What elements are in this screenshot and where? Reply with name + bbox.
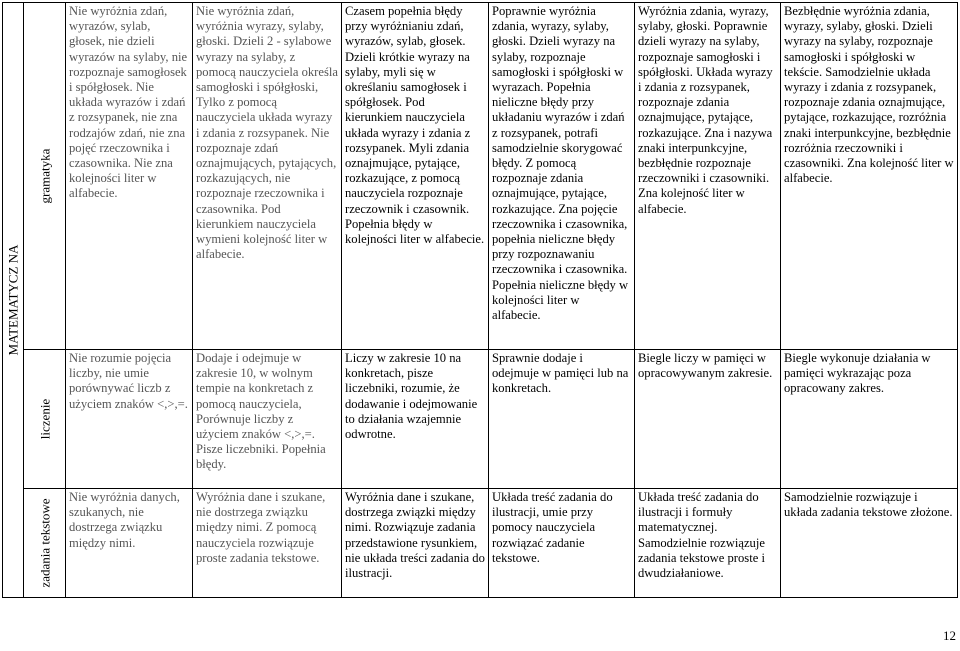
criteria-text: Wyróżnia dane i szukane, nie dostrzega związku między nimi. Z pomocą nauczyciela rozwiązuje proste zadania tekstowe. [196, 490, 326, 565]
criteria-text: Sprawnie dodaje i odejmuje w pamięci lub na konkretach. [492, 351, 629, 396]
criteria-cell [66, 489, 193, 598]
criteria-cell [635, 350, 781, 489]
table-row-gramatyka [3, 3, 958, 350]
criteria-text: Nie wyróżnia zdań, wyrazów, sylab, głosek, nie dzieli wyrazów na sylaby, nie rozpoznaje samogłosek i spółgłosek. Nie układa wyrazów i zdań z rozsypanek, nie zna rodzajów zdań, nie zna pojęć rzeczownika i czasownika. Nie zna kolejności liter w alfabecie. [69, 4, 188, 201]
criteria-cell [66, 350, 193, 489]
criteria-text: Układa treść zadania do ilustracji, umie przy pomocy nauczyciela rozwiązać zadanie tekstowe. [492, 490, 613, 565]
criteria-text: Biegle liczy w pamięci w opracowywanym zakresie. [638, 351, 773, 381]
page-number: 12 [943, 628, 956, 643]
table-row-liczenie [3, 350, 958, 489]
criteria-text: Czasem popełnia błędy przy wyróżnianiu zdań, wyrazów, sylab, głosek. Dzieli krótkie wyrazy na sylaby, myli się w określaniu samogłosek i spółgłosek. Pod kierunkiem nauczyciela układa wyrazy i zdania z rozsypanek. Myli zdania oznajmujące, pytające, rozkazujące, z pomocą nauczyciela rozpoznaje rzeczownik i czasownik. Popełnia błędy w kolejności liter w alfabecie. [345, 4, 485, 247]
criteria-text: Poprawnie wyróżnia zdania, wyrazy, sylaby, głoski. Dzieli wyrazy na sylaby, rozpoznaje samogłoski i spółgłoski w wyrazach. Popełnia nieliczne błędy przy układaniu wyrazów i zdań z rozsypanek, potrafi samodzielnie skorygować błędy. Z pomocą rozpoznaje zdania oznajmujące, pytające, rozkazujące. Zna pojęcie rzeczownika i czasownika, popełnia nieliczne błędy przy rozpoznawaniu rzeczownika i czasownika. Popełnia nieliczne błędy w kolejności liter w alfabecie. [492, 4, 629, 323]
criteria-text: Nie wyróżnia danych, szukanych, nie dostrzega związku między nimi. [69, 490, 180, 550]
criteria-text: Bezbłędnie wyróżnia zdania, wyrazy, sylaby, głoski. Dzieli wyrazy na sylaby, rozpoznaje samogłoski i spółgłoski w tekście. Samodzielnie układa wyrazy i zdania z rozsypanek, rozpoznaje zdania oznajmujące, pytające, rozkazujące, rozróżnia znaki interpunkcyjne, bezbłędnie rozróżnia rzeczowniki i czasowniki. Zna kolejność liter w alfabecie. [784, 4, 954, 186]
criteria-cell [489, 3, 635, 350]
criteria-text: Wyróżnia zdania, wyrazy, sylaby, głoski. Poprawnie dzieli wyrazy na sylaby, rozpoznaje samogłoski i spółgłoski. Układa wyrazy i zdania z rozsypanek, rozpoznaje zdania oznajmujące, pytające, rozkazujące. Zna i nazywa znaki interpunkcyjne, bezbłędnie rozpoznaje rzeczowniki i czasowniki. Zna kolejność liter w alfabecie. [638, 4, 773, 216]
section-label-cell [3, 3, 24, 598]
criteria-text: Nie wyróżnia zdań, wyróżnia wyrazy, sylaby, głoski. Dzieli 2 - sylabowe wyrazy na sylaby, z pomocą nauczyciela określa samogłoski i spółgłoski, Tylko z pomocą nauczyciela układa wyrazy i zdania z rozsypanek. Nie rozpoznaje zdań oznajmujących, pytających, rozkazujących, nie rozpoznaje rzeczownika i czasownika. Pod kierunkiem nauczyciela wymieni kolejność liter w alfabecie. [196, 4, 338, 262]
criteria-cell [781, 350, 958, 489]
row-label-cell [24, 489, 66, 598]
criteria-cell [781, 3, 958, 350]
row-label-cell [24, 3, 66, 350]
row-label-cell [24, 350, 66, 489]
row-label-zadania-tekstowe: zadania tekstowe [37, 498, 52, 588]
criteria-cell [635, 3, 781, 350]
criteria-cell [193, 489, 342, 598]
criteria-cell [635, 489, 781, 598]
row-label-gramatyka: gramatyka [37, 148, 52, 204]
criteria-cell [342, 489, 489, 598]
criteria-cell [781, 489, 958, 598]
criteria-cell [193, 350, 342, 489]
criteria-cell [342, 3, 489, 350]
criteria-text: Dodaje i odejmuje w zakresie 10, w wolnym tempie na konkretach z pomocą nauczyciela, Porównuje liczby z użyciem znaków <,>,=. Pisze liczebniki. Popełnia błędy. [196, 351, 326, 472]
criteria-cell [66, 3, 193, 350]
criteria-text: Liczy w zakresie 10 na konkretach, pisze liczebniki, rozumie, że dodawanie i odejmowanie to działania wzajemnie odwrotne. [345, 351, 478, 442]
grading-criteria-table [2, 2, 958, 598]
criteria-cell [342, 350, 489, 489]
criteria-text: Samodzielnie rozwiązuje i układa zadania tekstowe złożone. [784, 490, 953, 520]
table-row-zadania-tekstowe [3, 489, 958, 598]
criteria-cell [193, 3, 342, 350]
criteria-cell [489, 489, 635, 598]
criteria-text: Biegle wykonuje działania w pamięci wykrazając poza opracowany zakres. [784, 351, 931, 396]
criteria-cell [489, 350, 635, 489]
criteria-text: Wyróżnia dane i szukane, dostrzega związki między nimi. Rozwiązuje zadania przedstawione rysunkiem, nie układa treści zadania do ilustracji. [345, 490, 485, 581]
criteria-text: Nie rozumie pojęcia liczby, nie umie porównywać liczb z użyciem znaków <,>,=. [69, 351, 188, 411]
section-label: MATEMATYCZ NA [5, 244, 21, 356]
row-label-liczenie: liczenie [37, 398, 52, 440]
criteria-text: Układa treść zadania do ilustracji i formuły matematycznej. Samodzielnie rozwiązuje zadania tekstowe proste i dwudziałaniowe. [638, 490, 765, 581]
